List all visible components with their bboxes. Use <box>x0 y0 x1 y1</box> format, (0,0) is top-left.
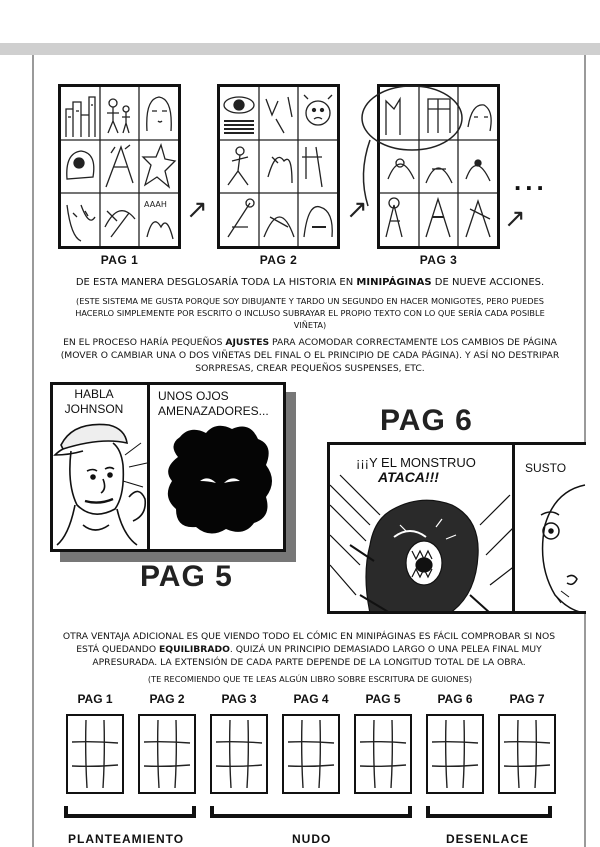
section-planteamiento: PLANTEAMIENTO <box>68 832 185 846</box>
thumbnail-label-2: PAG 2 <box>259 253 298 267</box>
caption-ataca: ATACA!!! <box>378 469 439 485</box>
caption-habla-johnson: HABLA JOHNSON <box>64 387 124 416</box>
shadow-monster-drawing <box>150 385 286 552</box>
panel-ojos <box>147 382 286 552</box>
minipage-grid-lines <box>140 716 194 792</box>
text-fragment: DE ESTA MANERA DESGLOSARÍA TODA LA HISTORIA EN <box>75 277 357 288</box>
arrow-icon: ↗ <box>186 194 208 224</box>
text-bold: MINIPÁGINAS <box>356 277 432 288</box>
minipage-grid <box>498 714 556 794</box>
johnson-drawing <box>53 385 150 552</box>
bracket-planteamiento <box>64 806 196 818</box>
arrow-icon: ↗ <box>346 194 368 224</box>
minipage-grid <box>210 714 268 794</box>
minipage-grid-lines <box>428 716 482 792</box>
panel-monstruo <box>327 442 516 614</box>
thumbnail-label-1: PAG 1 <box>100 253 139 267</box>
minipage-grid-lines <box>500 716 554 792</box>
page-5-label: PAG 5 <box>140 560 233 593</box>
section-nudo: NUDO <box>292 832 332 846</box>
scared-face-drawing <box>515 445 586 614</box>
section-desenlace: DESENLACE <box>446 832 530 846</box>
text-bold: AJUSTES <box>225 337 270 348</box>
minipage-label: PAG 7 <box>509 692 545 706</box>
text-bold: EQUILIBRADO <box>159 644 230 655</box>
highlight-circle <box>356 84 468 214</box>
paragraph-equilibrado <box>54 630 564 669</box>
panel-susto <box>512 442 586 614</box>
minipage-grid-lines <box>284 716 338 792</box>
minipage-label: PAG 1 <box>77 692 113 706</box>
minipage-grid-lines <box>212 716 266 792</box>
sketch-sound-text: AAAH <box>144 200 167 209</box>
thumbnail-2-sketches <box>220 87 337 246</box>
paragraph-note: (ESTE SISTEMA ME GUSTA PORQUE SOY DIBUJANTE Y TARDO UN SEGUNDO EN HACER MONIGOTES, PERO PUEDES HACERLO SIMPLEMENTE POR ESCRITO O INCLUSO SUBRAYAR EL PROPIO TEXTO CON LO QUE SERÍA CADA POSIBLE VIÑETA) <box>75 296 545 330</box>
page-6-label: PAG 6 <box>380 404 473 437</box>
minipage-grid <box>282 714 340 794</box>
minipage-label: PAG 4 <box>293 692 329 706</box>
panel-johnson <box>50 382 150 552</box>
minipage-grid <box>426 714 484 794</box>
text-fragment: PARA ACOMODAR CORRECTAMENTE LOS CAMBIOS DE PÁGINA (MOVER O CAMBIAR UNA O DOS VIÑETAS DEL FINAL O EL PRINCIPIO DE CADA PÁGINA). Y ASÍ NO DESTRIPAR SORPRESAS, CREAR PEQUEÑOS SUSPENSES, ETC. <box>60 337 560 374</box>
text-fragment: DE NUEVE ACCIONES. <box>431 277 545 288</box>
text-fragment: EN EL PROCESO HARÍA PEQUEÑOS <box>63 337 226 348</box>
bracket-desenlace <box>426 806 552 818</box>
caption-monstruo-line-1: ¡¡¡Y EL MONSTRUO <box>356 455 476 470</box>
arrow-icon: ↗ <box>504 203 526 233</box>
minipage-label: PAG 6 <box>437 692 473 706</box>
paragraph-recomendacion: (TE RECOMIENDO QUE TE LEAS ALGÚN LIBRO SOBRE ESCRITURA DE GUIONES) <box>147 674 473 684</box>
text-fragment: . QUIZÁ UN PRINCIPIO DEMASIADO LARGO O UNA PELEA FINAL MUY APRESURADA. LA EXTENSIÓN DE CADA PARTE DEPENDE DE LA LONGITUD TOTAL DE LA OBRA. <box>92 644 542 668</box>
minipage-label: PAG 3 <box>221 692 257 706</box>
top-gray-bar <box>0 43 600 55</box>
paragraph-minipaginas <box>40 276 580 289</box>
minipage-label: PAG 2 <box>149 692 185 706</box>
bracket-nudo <box>210 806 412 818</box>
minipage-label: PAG 5 <box>365 692 401 706</box>
minipage-grid-lines <box>356 716 410 792</box>
monster-attack-drawing <box>330 445 516 614</box>
thumbnail-page-1 <box>58 84 181 249</box>
thumbnail-label-3: PAG 3 <box>419 253 458 267</box>
minipage-grid <box>354 714 412 794</box>
thumbnail-1-sketches <box>61 87 178 246</box>
minipage-grid <box>138 714 196 794</box>
ellipsis-text: ... <box>514 166 548 196</box>
caption-unos-ojos: UNOS OJOS AMENAZADORES... <box>158 389 269 418</box>
caption-susto: SUSTO <box>525 461 567 475</box>
thumbnail-page-2 <box>217 84 340 249</box>
minipage-grid <box>66 714 124 794</box>
paragraph-ajustes <box>56 336 564 375</box>
minipage-grid-lines <box>68 716 122 792</box>
text-fragment: OTRA VENTAJA ADICIONAL ES QUE VIENDO TODO EL CÓMIC EN MINIPÁGINAS ES FÁCIL COMPROBAR SI NOS ESTÁ QUEDANDO <box>62 631 556 655</box>
